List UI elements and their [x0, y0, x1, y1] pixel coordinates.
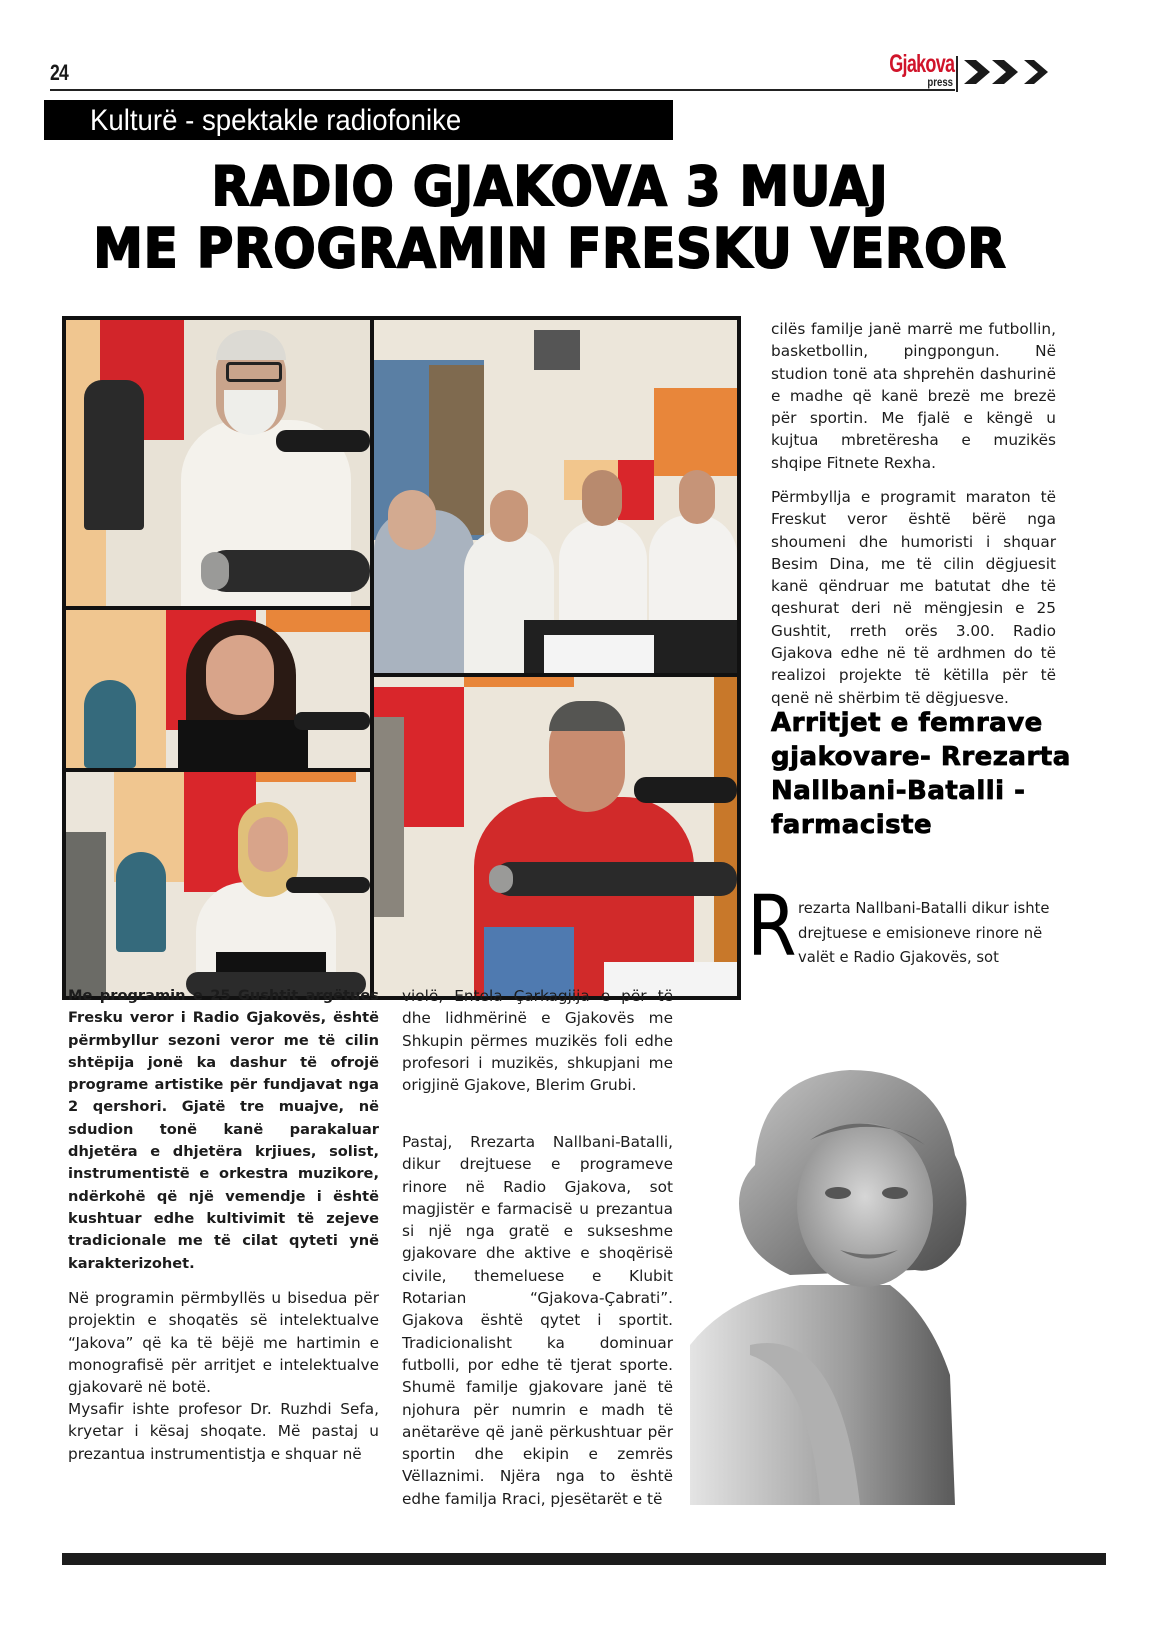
- logo-divider: [956, 56, 958, 92]
- section-label: Kulturë - spektakle radiofonike: [90, 104, 462, 137]
- drop-cap: R: [747, 877, 797, 975]
- triple-chevron-right-icon: [962, 58, 1057, 86]
- footer-rule: [62, 1553, 1106, 1565]
- article-paragraph: Pastaj, Rrezarta Nallbani-Batalli, dikur drejtuese e programeve rinore në Radio Gjakova, sot magjistër e farmacisë u prezantua si një nga gratë e sukseshme gjakovare dhe aktive e shoqërisë civile, themeluese e Klubit Rotarian “Gjakova-Çabrati”. Gjakova është qytet i sportit. Tradicionalisht ka dominuar futbolli, por edhe të tjerat sporte. Shumë familje gjakovare janë të njohura për numrin e madh të anëtarëve që janë përkushtuar për sportin dhe ekipin e zemrës Vëllaznimi. Njëra nga to është edhe familja Rraci, pjesëtarët e të: [402, 1133, 673, 1508]
- headline-line-1: RADIO GJAKOVA 3 MUAJ: [211, 155, 889, 218]
- article-paragraph: violë, Entela Çarkagjija e për të dhe lidhmërinë e Gjakovës me Shkupin përmes muzikës foli edhe profesori i muzikës, shkupjani me origjinë Gjakove, Blerim Grubi.: [402, 987, 673, 1095]
- logo-subtitle: press: [927, 75, 953, 89]
- photo-collage: [62, 316, 741, 1000]
- article-lead-paragraph: Me programin e 25 Gushtit argëtues Fresku veror i Radio Gjakovës, është përmbyllur sezoni veror me të cilin shtëpija jonë ka dashur të ofrojë programe artistike për fundjavat nga 2 qershori. Gjatë tre muajve, në sdudion tonë kanë parakaluar dhjetëra e dhjetëra krjiues, solist, instrumentistë e orkestra muzikore, ndërkohë që një vemendje i është kushtuar edhe kultivimit të zejeve tradicionale me të cilat qyteti ynë karakterizohet.: [68, 987, 379, 1272]
- photo-group-guests: [374, 320, 737, 673]
- header-rule: [50, 89, 955, 91]
- portrait-photo: [690, 1045, 1020, 1505]
- page-number: 24: [50, 60, 68, 85]
- article-paragraph: Në programin përmbyllës u bisedua për projektin e shoqatës së intelektualve “Jakova” që ka të bëjë me hartimin e monografisë për arritjet e intelektualve gjakovarë në botë.: [68, 1289, 379, 1397]
- photo-man-red-shirt: [374, 677, 737, 996]
- photo-woman-blonde: [66, 772, 370, 996]
- photo-bearded-guest: [66, 320, 370, 606]
- logo-name: Gjakova: [888, 50, 954, 78]
- section-banner: [44, 100, 673, 140]
- article-paragraph: cilës familje janë marrë me futbollin, basketbollin, pingpongun. Në studion tonë ata shprehën dashurinë e madhe që kanë brezë me brezë për sportin. Me fjalë e këngë u kujtua mbretëresha e muzikës shqipe Fitnete Rexha.: [771, 320, 1056, 472]
- article-paragraph: Mysafir ishte profesor Dr. Ruzhdi Sefa, kryetar i kësaj shoqate. Më pastaj u prezantua instrumentistja e shquar në: [68, 1400, 379, 1463]
- sub-headline: Arritjet e femrave gjakovare- Rrezarta Nallbani-Batalli - farmaciste: [771, 708, 1071, 840]
- article-paragraph: rezarta Nallbani-Batalli dikur ishte drejtuese e emisioneve rinore në valët e Radio Gjakovës, sot: [798, 900, 1050, 967]
- article-paragraph: Përmbyllja e programit maraton të Freskut veror është bërë nga shoumeni dhe humoristi i shquar Besim Dina, me të cilin dëgjuesit kanë qëndruar me batutat dhe të qeshurat deri në mëngjesin e 25 Gushtit, rreth orës 3.00. Radio Gjakova edhe në të ardhmen do të realizoi projekte të këtilla për të qenë në shërbim të dëgjuesve.: [771, 488, 1056, 707]
- headline-line-2: ME PROGRAMIN FRESKU VEROR: [93, 217, 1007, 280]
- publication-logo: [868, 50, 958, 92]
- photo-woman-dark-hair: [66, 610, 370, 768]
